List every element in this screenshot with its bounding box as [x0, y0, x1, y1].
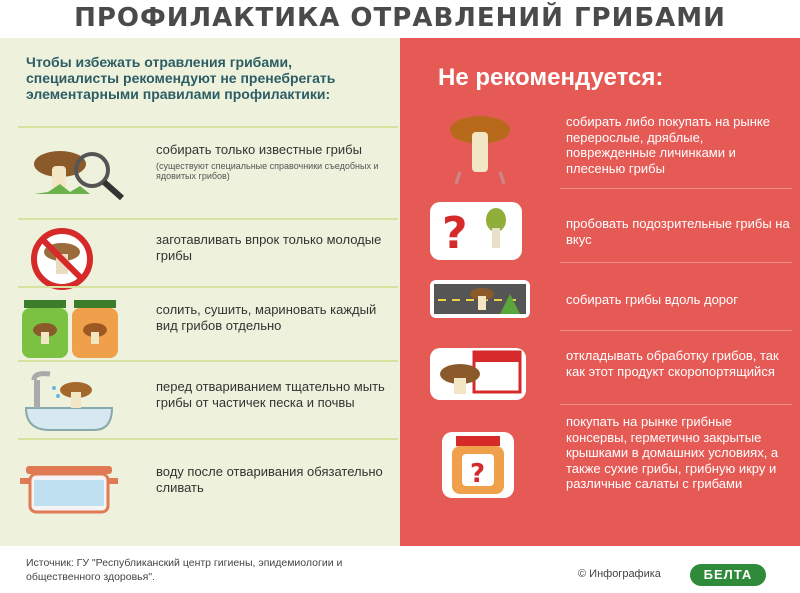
old-mushroom-icon	[430, 106, 530, 176]
right-item-text: покупать на рынке грибные консервы, герметично закрытые крышками в домашних условиях, а также сухие грибы, грибную икру и различные салаты с грибами	[566, 414, 779, 491]
road-mushroom-icon	[430, 280, 530, 350]
source-text: Источник: ГУ "Республиканский центр гигиены, эпидемиологии и общественного здоровья".	[26, 557, 343, 583]
question-mushroom-icon	[430, 196, 530, 266]
svg-text:?: ?	[470, 459, 486, 489]
right-panel	[400, 38, 800, 546]
right-item-text: откладывать обработку грибов, так как этот продукт скоропортящийся	[566, 348, 779, 379]
divider	[560, 404, 792, 405]
divider	[18, 286, 398, 288]
footer	[0, 546, 800, 593]
left-panel	[0, 38, 400, 546]
left-item-label: перед отвариванием тщательно мыть грибы от частичек песка и почвы	[156, 379, 385, 410]
divider	[18, 438, 398, 440]
right-item-text: собирать либо покупать на рынке перерослые, дряблые, поврежденные личинками и плесенью грибы	[566, 114, 770, 176]
svg-text:?: ?	[442, 208, 468, 259]
divider	[18, 218, 398, 220]
belta-logo: БЕЛТА	[690, 564, 766, 586]
right-header: Не рекомендуется:	[438, 64, 664, 91]
question-jar-icon	[430, 430, 530, 500]
left-item-text	[156, 232, 386, 264]
pot-icon	[20, 448, 130, 518]
divider	[560, 188, 792, 189]
divider	[560, 330, 792, 331]
washing-mushroom-icon	[20, 368, 130, 438]
left-item-text	[156, 302, 386, 334]
page-title: ПРОФИЛАКТИКА ОТРАВЛЕНИЙ ГРИБАМИ	[74, 3, 726, 33]
no-old-mushroom-icon	[20, 224, 130, 294]
left-item-label: заготавливать впрок только молодые грибы	[156, 232, 382, 263]
intro-text: Чтобы избежать отравления грибами, специалисты рекомендуют не пренебрегать элементарными правилами профилактики:	[26, 54, 336, 102]
divider	[18, 360, 398, 362]
right-item-text: пробовать подозрительные грибы на вкус	[566, 216, 790, 247]
divider	[18, 126, 398, 128]
divider	[560, 262, 792, 263]
jars-icon	[20, 294, 130, 364]
left-item-subtext: (существуют специальные справочники съедобных и ядовитых грибов)	[156, 161, 379, 181]
calendar-mushroom-icon	[430, 344, 530, 414]
left-item-label: воду после отваривания обязательно сливать	[156, 464, 383, 495]
left-item-label: солить, сушить, мариновать каждый вид грибов отдельно	[156, 302, 377, 333]
left-item-text	[156, 379, 386, 411]
left-item-text	[156, 464, 386, 496]
right-item-text: собирать грибы вдоль дорог	[566, 292, 739, 307]
infographic-credit: © Инфографика	[578, 568, 661, 580]
left-item-text	[156, 142, 386, 181]
left-item-label: собирать только известные грибы	[156, 142, 362, 157]
mushroom-magnifier-icon	[20, 136, 130, 206]
